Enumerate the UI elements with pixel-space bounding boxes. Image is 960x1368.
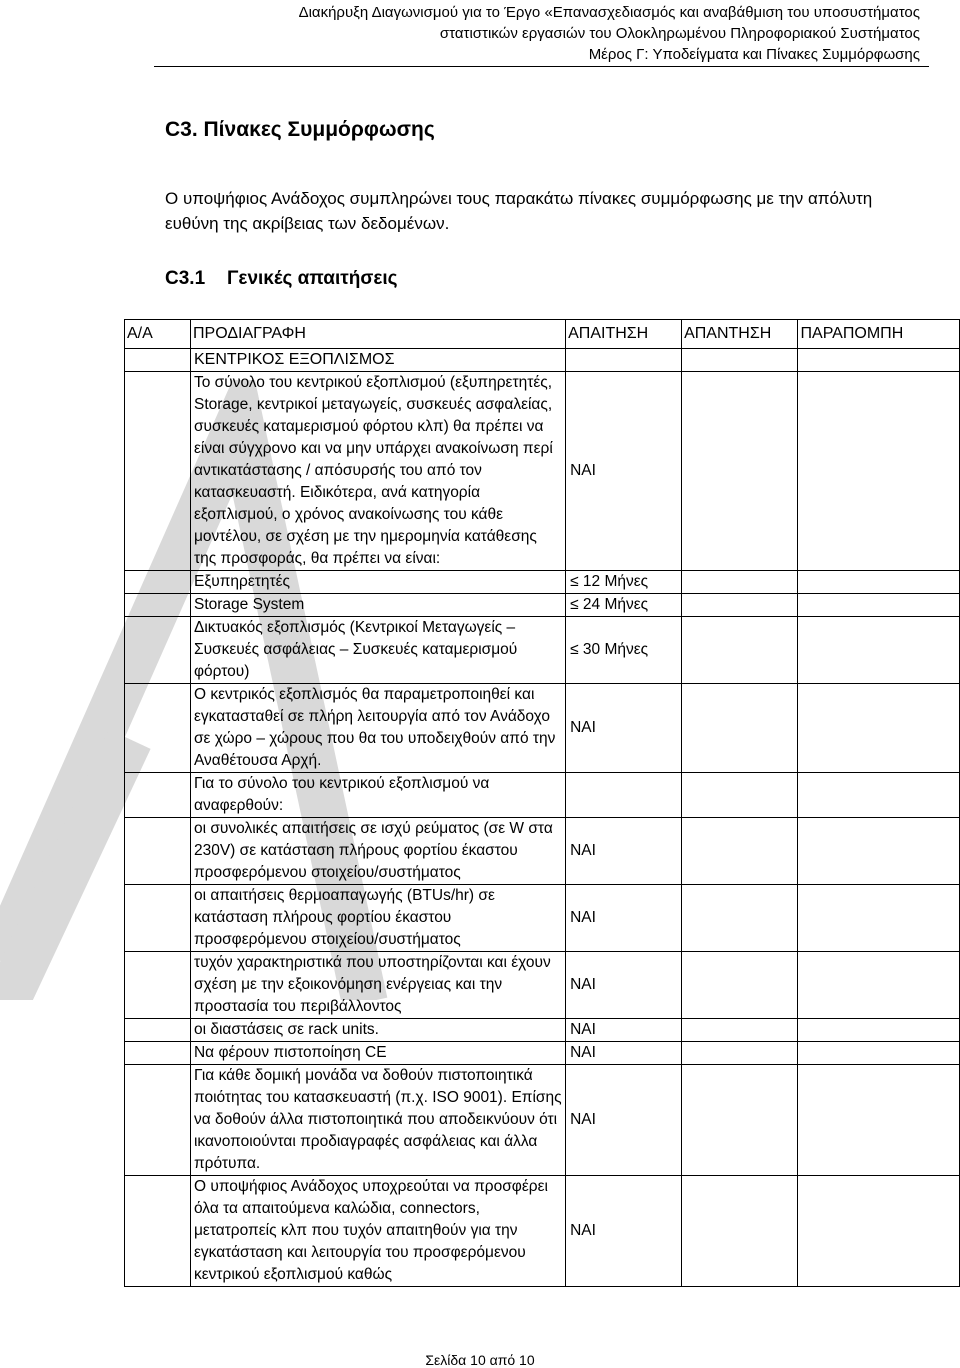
- header-line-1: Διακήρυξη Διαγωνισμού για το Έργο «Επανασχεδιασμός και αναβάθμιση του υποσυστήματος: [298, 4, 920, 21]
- reference-cell[interactable]: [798, 1019, 960, 1042]
- reference-cell[interactable]: [798, 952, 960, 1019]
- spec-cell: Δικτυακός εξοπλισμός (Κεντρικοί Μεταγωγείς – Συσκευές ασφάλειας – Συσκευές καταμερισμού φόρτου): [190, 617, 565, 684]
- requirement-cell: ≤ 24 Μήνες: [566, 594, 682, 617]
- requirement-cell: ΝΑΙ: [566, 1176, 682, 1287]
- aa-cell: [125, 818, 191, 885]
- group-heading: ΚΕΝΤΡΙΚΟΣ ΕΞΟΠΛΙΣΜΟΣ: [190, 349, 565, 372]
- answer-cell[interactable]: [682, 885, 798, 952]
- answer-cell[interactable]: [682, 349, 798, 372]
- spec-cell: Ο υποψήφιος Ανάδοχος υποχρεούται να προσφέρει όλα τα απαιτούμενα καλώδια, connectors, μετατροπείς κλπ που τυχόν απαιτηθούν για την εγκατάσταση και λειτουργία του προσφερόμενου κεντρικού εξοπλισμού καθώς: [190, 1176, 565, 1287]
- header-spec: ΠΡΟΔΙΑΓΡΑΦΗ: [190, 320, 565, 349]
- table-row: [125, 372, 960, 571]
- spec-cell: οι απαιτήσεις θερμοαπαγωγής (BTUs/hr) σε κατάσταση πλήρους φορτίου έκαστου προσφερόμενου στοιχείου/συστήματος: [190, 885, 565, 952]
- answer-cell[interactable]: [682, 1019, 798, 1042]
- spec-cell: Να φέρουν πιστοποίηση CE: [190, 1042, 565, 1065]
- requirement-cell: ΝΑΙ: [566, 952, 682, 1019]
- answer-cell[interactable]: [682, 773, 798, 818]
- table-header-row: [125, 320, 960, 349]
- spec-cell: οι διαστάσεις σε rack units.: [190, 1019, 565, 1042]
- table-row: [125, 617, 960, 684]
- table-row: [125, 1065, 960, 1176]
- group-heading-row: [125, 349, 960, 372]
- requirement-cell: ΝΑΙ: [566, 372, 682, 571]
- reference-cell[interactable]: [798, 818, 960, 885]
- aa-cell: [125, 594, 191, 617]
- answer-cell[interactable]: [682, 571, 798, 594]
- requirement-cell: [566, 773, 682, 818]
- reference-cell[interactable]: [798, 617, 960, 684]
- header-aa: Α/Α: [125, 320, 191, 349]
- reference-cell[interactable]: [798, 594, 960, 617]
- section-intro: Ο υποψήφιος Ανάδοχος συμπληρώνει τους παρακάτω πίνακες συμμόρφωσης με την απόλυτη ευθύνη της ακρίβειας των δεδομένων.: [165, 189, 873, 233]
- header-answer: ΑΠΑΝΤΗΣΗ: [682, 320, 798, 349]
- reference-cell[interactable]: [798, 1042, 960, 1065]
- table-row: [125, 594, 960, 617]
- spec-cell: Ο κεντρικός εξοπλισμός θα παραμετροποιηθεί και εγκατασταθεί σε πλήρη λειτουργία από τον Ανάδοχο σε χώρο – χώρους που θα του υποδειχθούν από την Αναθέτουσα Αρχή.: [190, 684, 565, 773]
- table-row: [125, 1019, 960, 1042]
- answer-cell[interactable]: [682, 617, 798, 684]
- spec-cell: Για κάθε δομική μονάδα να δοθούν πιστοποιητικά ποιότητας του κατασκευαστή (π.χ. ISO 9001). Επίσης να δοθούν άλλα πιστοποιητικά που αποδεικνύουν ότι ικανοποιούνται προδιαγραφές ασφάλειας και άλλα πρότυπα.: [190, 1065, 565, 1176]
- spec-cell: οι συνολικές απαιτήσεις σε ισχύ ρεύματος (σε W στα 230V) σε κατάσταση πλήρους φορτίου έκαστου προσφερόμενου στοιχείου/συστήματος: [190, 818, 565, 885]
- answer-cell[interactable]: [682, 684, 798, 773]
- section-title: C3. Πίνακες Συμμόρφωσης: [165, 118, 435, 141]
- aa-cell: [125, 372, 191, 571]
- table-row: [125, 885, 960, 952]
- requirement-cell: ΝΑΙ: [566, 818, 682, 885]
- table-row: [125, 818, 960, 885]
- answer-cell[interactable]: [682, 1176, 798, 1287]
- header-divider: [154, 66, 929, 67]
- header-reference: ΠΑΡΑΠΟΜΠΗ: [798, 320, 960, 349]
- reference-cell[interactable]: [798, 372, 960, 571]
- aa-cell: [125, 617, 191, 684]
- requirement-cell: [566, 349, 682, 372]
- header-line-2: στατιστικών εργασιών του Ολοκληρωμένου Πληροφοριακού Συστήματος: [439, 25, 920, 42]
- aa-cell: [125, 571, 191, 594]
- requirement-cell: ΝΑΙ: [566, 885, 682, 952]
- reference-cell[interactable]: [798, 349, 960, 372]
- answer-cell[interactable]: [682, 818, 798, 885]
- aa-cell: [125, 349, 191, 372]
- answer-cell[interactable]: [682, 1042, 798, 1065]
- answer-cell[interactable]: [682, 594, 798, 617]
- answer-cell[interactable]: [682, 1065, 798, 1176]
- spec-cell: Για το σύνολο του κεντρικού εξοπλισμού να αναφερθούν:: [190, 773, 565, 818]
- reference-cell[interactable]: [798, 571, 960, 594]
- requirement-cell: ΝΑΙ: [566, 1019, 682, 1042]
- requirement-cell: ΝΑΙ: [566, 684, 682, 773]
- header-line-3: Μέρος Γ: Υποδείγματα και Πίνακες Συμμόρφωσης: [588, 46, 920, 63]
- aa-cell: [125, 1042, 191, 1065]
- table-row: [125, 571, 960, 594]
- table-row: [125, 684, 960, 773]
- compliance-table: [124, 319, 960, 1287]
- aa-cell: [125, 1019, 191, 1042]
- spec-cell: Το σύνολο του κεντρικού εξοπλισμού (εξυπηρετητές, Storage, κεντρικοί μεταγωγείς, συσκευές ασφαλείας, συσκευές καταμερισμού φόρτου κλπ) θα πρέπει να είναι σύγχρονο και να μην υπάρχει ανακοίνωση περί αντικατάστασης / απόσυρσής του από τον κατασκευαστή. Ειδικότερα, ανά κατηγορία εξοπλισμού, ο χρόνος ανακοίνωσης του κάθε μοντέλου, σε σχέση με την ημερομηνία κατάθεσης της προσφοράς, θα πρέπει να είναι:: [190, 372, 565, 571]
- reference-cell[interactable]: [798, 684, 960, 773]
- reference-cell[interactable]: [798, 1176, 960, 1287]
- page-number: Σελίδα 10 από 10: [425, 1352, 535, 1368]
- aa-cell: [125, 1176, 191, 1287]
- aa-cell: [125, 952, 191, 1019]
- requirement-cell: ≤ 12 Μήνες: [566, 571, 682, 594]
- answer-cell[interactable]: [682, 952, 798, 1019]
- table-row: [125, 952, 960, 1019]
- subsection-number: C3.1: [165, 268, 206, 289]
- spec-cell: Storage System: [190, 594, 565, 617]
- aa-cell: [125, 773, 191, 818]
- spec-cell: τυχόν χαρακτηριστικά που υποστηρίζονται και έχουν σχέση με την εξοικονόμηση ενέργειας και την προστασία του περιβάλλοντος: [190, 952, 565, 1019]
- spec-cell: Εξυπηρετητές: [190, 571, 565, 594]
- table-row: [125, 773, 960, 818]
- answer-cell[interactable]: [682, 372, 798, 571]
- table-row: [125, 1176, 960, 1287]
- reference-cell[interactable]: [798, 885, 960, 952]
- aa-cell: [125, 1065, 191, 1176]
- aa-cell: [125, 885, 191, 952]
- table-row: [125, 1042, 960, 1065]
- subsection-title: [165, 268, 398, 290]
- subsection-label: Γενικές απαιτήσεις: [227, 268, 398, 289]
- requirement-cell: ΝΑΙ: [566, 1042, 682, 1065]
- document-header: [299, 2, 920, 65]
- aa-cell: [125, 684, 191, 773]
- header-requirement: ΑΠΑΙΤΗΣΗ: [566, 320, 682, 349]
- reference-cell[interactable]: [798, 1065, 960, 1176]
- requirement-cell: ΝΑΙ: [566, 1065, 682, 1176]
- requirement-cell: ≤ 30 Μήνες: [566, 617, 682, 684]
- reference-cell[interactable]: [798, 773, 960, 818]
